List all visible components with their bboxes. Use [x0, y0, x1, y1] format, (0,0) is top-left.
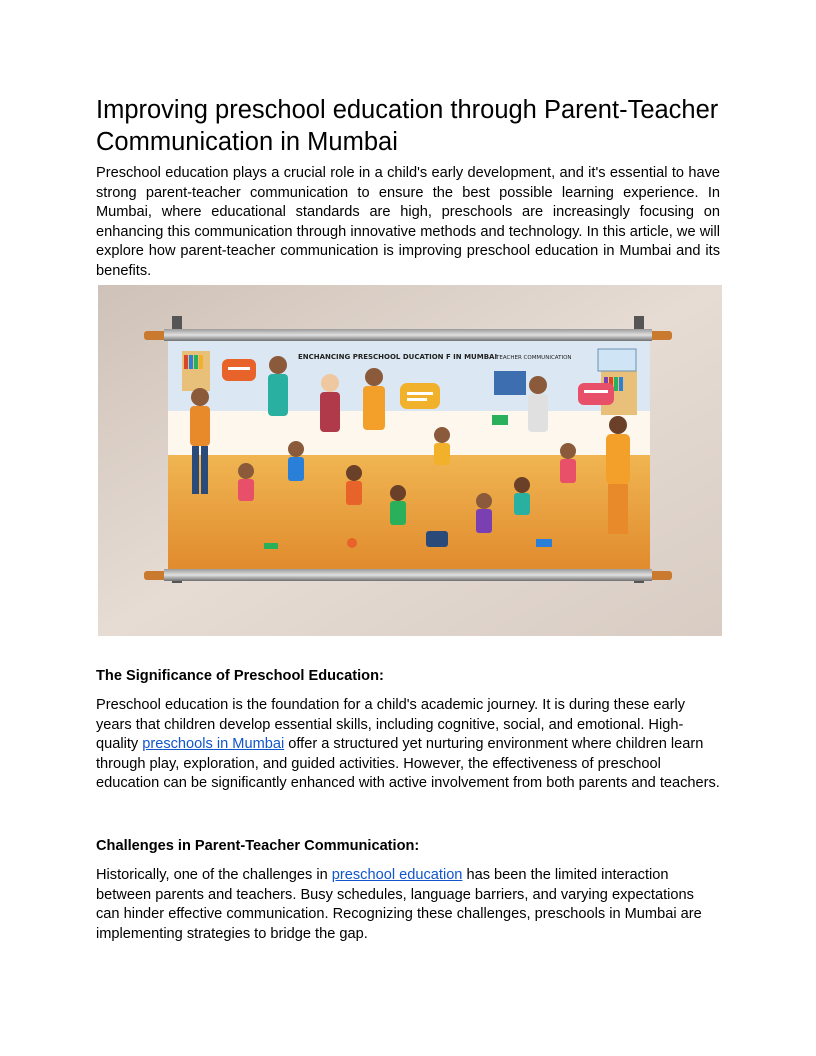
section-heading: Challenges in Parent-Teacher Communication:	[96, 838, 420, 854]
top-rod-bar	[164, 329, 652, 341]
section-heading: The Significance of Preschool Education:	[96, 668, 384, 684]
father-laptop	[528, 376, 548, 432]
speech-bubble-3	[578, 383, 614, 405]
illustration-svg	[98, 285, 722, 636]
hero-illustration	[98, 285, 722, 636]
picture-board	[494, 371, 526, 395]
preschool-education-link[interactable]: preschool education	[331, 867, 463, 883]
child-7	[514, 477, 530, 515]
teacher-saree	[363, 368, 385, 430]
child-4	[390, 485, 406, 525]
child-1	[238, 463, 254, 501]
backpack	[426, 531, 448, 547]
child-2	[288, 441, 304, 481]
child-3	[346, 465, 362, 505]
child-8	[560, 443, 576, 483]
parent-center-1	[268, 356, 288, 416]
toy-2	[536, 539, 552, 547]
speech-bubble-2	[400, 383, 440, 409]
preschools-in-mumbai-link[interactable]: preschools in Mumbai	[142, 736, 285, 752]
banner-subtitle: TEACHER COMMUNICATION	[496, 355, 572, 361]
banner-title: ENCHANCING PRESCHOOL DUCATION F IN MUMBAI	[298, 353, 498, 361]
picture-frame	[598, 349, 636, 371]
section-paragraph: Historically, one of the challenges in preschool education has been the limited interaction between parents and teachers. Busy schedules, language barriers, and varying expectations can hinder effective communication. Recognizing these challenges, preschools in Mumbai are implementing strategies to bridge the gap.	[96, 867, 702, 942]
page-title: Improving preschool education through Parent-Teacher Communication in Mumbai	[96, 96, 719, 156]
toy-ball	[347, 538, 357, 548]
child-6	[476, 493, 492, 533]
teacher-center	[320, 374, 340, 432]
section-significance	[96, 667, 720, 794]
intro-paragraph: Preschool education plays a crucial role in a child's early development, and it's essential to have strong parent-teacher communication to ensure the best possible learning experience. In Mumbai, where educational standards are high, preschools are increasingly focusing on enhancing this communication through innovative methods and technology. In this article, we will explore how parent-teacher communication is improving preschool education in Mumbai and its benefits.	[96, 165, 720, 279]
plant	[492, 415, 508, 425]
child-5	[434, 427, 450, 465]
toy-1	[264, 543, 278, 549]
section-paragraph: Preschool education is the foundation for a child's academic journey. It is during these early years that children develop essential skills, including cognitive, social, and emotional. High-quality preschools in Mumbai offer a structured yet nurturing environment where children learn through play, exploration, and guided activities. However, the effectiveness of preschool education can be significantly enhanced with active involvement from both parents and teachers.	[96, 697, 720, 791]
bottom-rod-bar	[164, 569, 652, 581]
article-header	[96, 94, 720, 281]
section-challenges	[96, 837, 720, 944]
